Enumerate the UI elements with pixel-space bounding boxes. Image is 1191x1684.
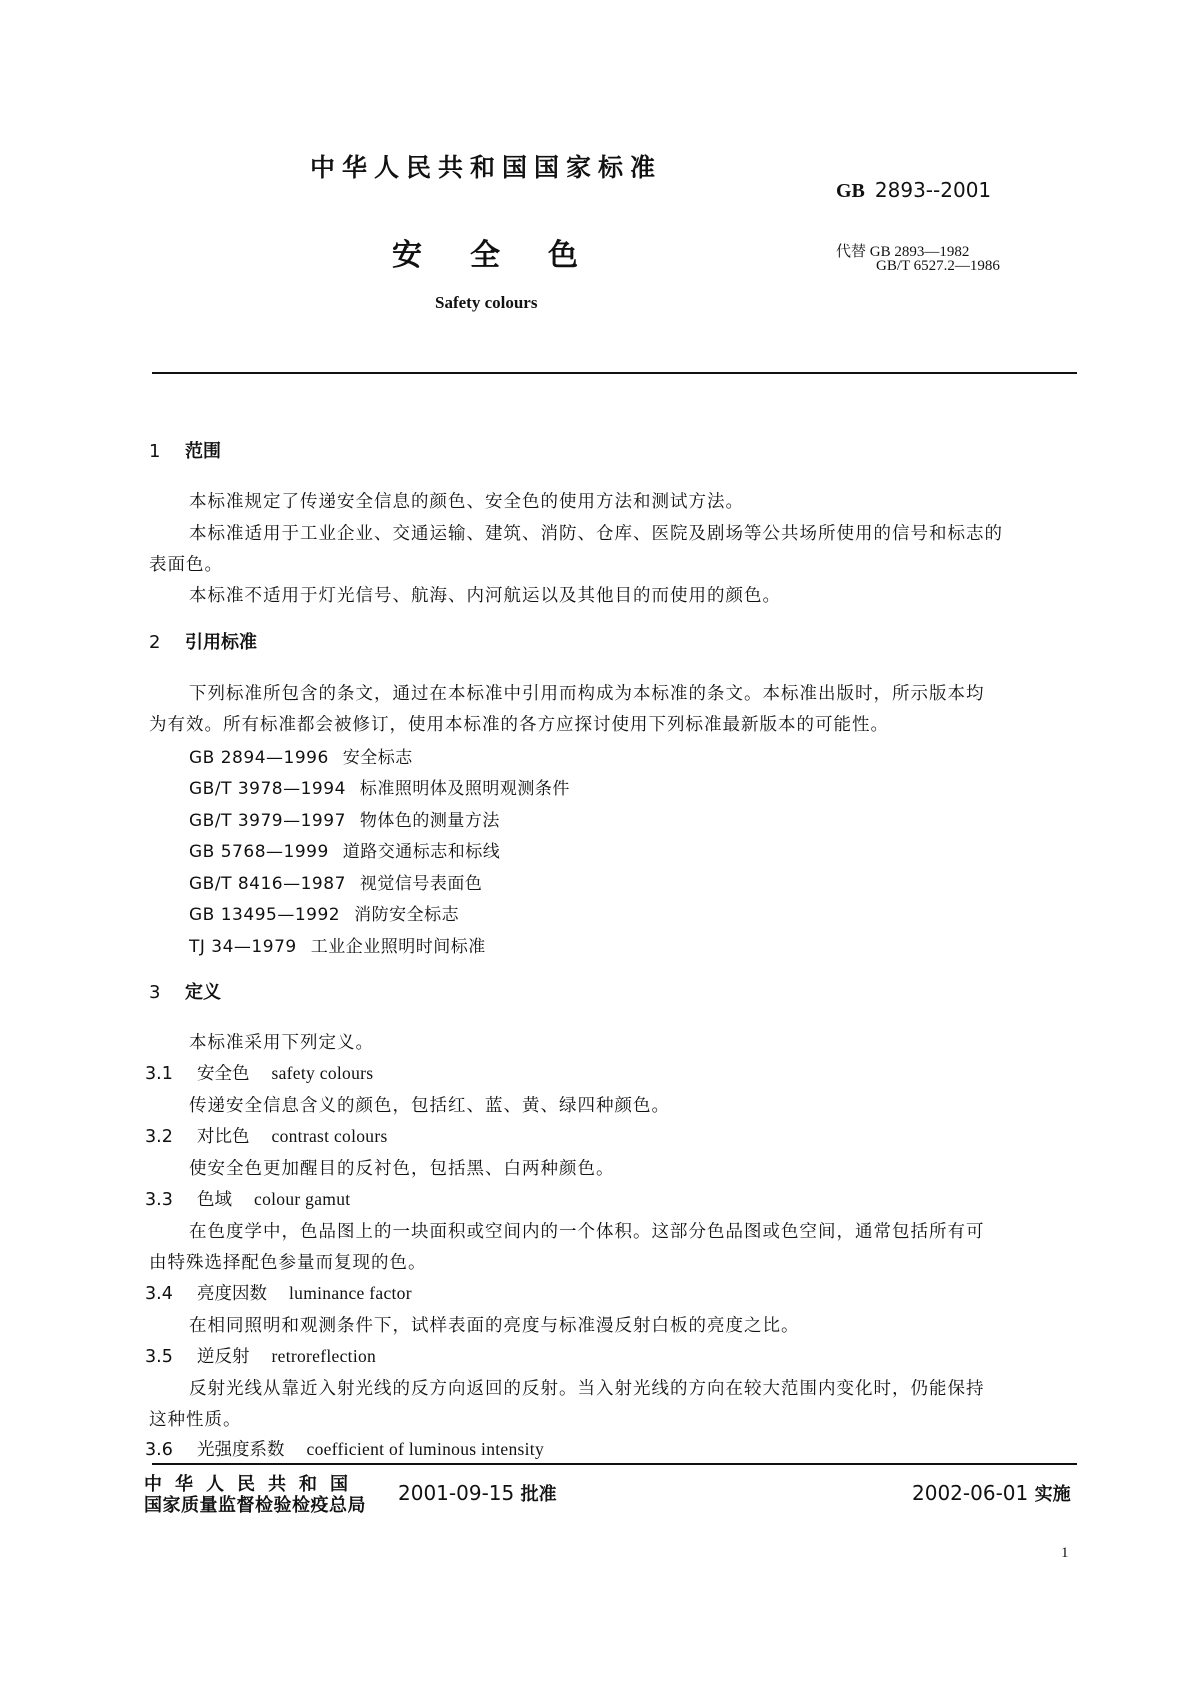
section-1-heading: 1 范围 [149,441,221,462]
section-2-para-1a: 下列标准所包含的条文，通过在本标准中引用而构成为本标准的条文。本标准出版时，所示版本均 [189,684,985,704]
document-subtitle: Safety colours [435,293,538,312]
reference-item: GB/T 3978—1994 标准照明体及照明观测条件 [189,779,570,799]
header-divider [152,372,1077,374]
section-2-para-1b: 为有效。所有标准都会被修订，使用本标准的各方应探讨使用下列标准最新版本的可能性。 [149,715,889,735]
section-1-para-2b: 表面色。 [149,555,223,575]
definition-term: 3.5 逆反射 retroreflection [145,1346,377,1367]
reference-item: GB 5768—1999 道路交通标志和标线 [189,842,501,862]
reference-item: TJ 34—1979 工业企业照明时间标准 [189,937,486,957]
reference-item: GB 13495—1992 消防安全标志 [189,905,460,925]
section-1-para-3: 本标准不适用于灯光信号、航海、内河航运以及其他目的而使用的颜色。 [189,586,781,606]
section-3-heading: 3 定义 [149,982,221,1003]
definition-text: 由特殊选择配色参量而复现的色。 [149,1253,427,1273]
gb-prefix: GB [836,180,865,202]
reference-item: GB/T 8416—1987 视觉信号表面色 [189,874,483,894]
standard-type-heading: 中华人民共和国国家标准 [310,153,663,182]
definition-text: 这种性质。 [149,1410,242,1430]
replaces-line-2: GB/T 6527.2—1986 [876,258,1000,274]
page-number: 1 [1061,1545,1069,1561]
issuing-org-line-1: 中华人民共和国 [144,1474,361,1495]
section-2-heading: 2 引用标准 [149,632,257,653]
definition-term: 3.4 亮度因数 luminance factor [145,1283,412,1304]
effective-date: 2002-06-01 实施 [912,1481,1071,1505]
approval-date: 2001-09-15 批准 [398,1481,557,1505]
footer-divider [152,1463,1077,1465]
definition-term: 3.6 光强度系数 coefficient of luminous intensity [145,1439,545,1460]
reference-item: GB 2894—1996 安全标志 [189,748,413,768]
replaces-line-1: 代替 GB 2893—1982 [836,244,970,260]
definition-term: 3.3 色域 colour gamut [145,1189,351,1210]
section-3-intro: 本标准采用下列定义。 [189,1033,374,1053]
definition-term: 3.2 对比色 contrast colours [145,1126,388,1147]
definition-text: 传递安全信息含义的颜色，包括红、蓝、黄、绿四种颜色。 [189,1096,670,1116]
definition-term: 3.1 安全色 safety colours [145,1063,374,1084]
definition-text: 使安全色更加醒目的反衬色，包括黑、白两种颜色。 [189,1159,615,1179]
definition-text: 在色度学中，色品图上的一块面积或空间内的一个体积。这部分色品图或色空间，通常包括所有可 [189,1222,985,1242]
gb-number: 2893--2001 [874,178,992,202]
section-1-para-2a: 本标准适用于工业企业、交通运输、建筑、消防、仓库、医院及剧场等公共场所使用的信号和标志的 [189,524,1003,544]
reference-item: GB/T 3979—1997 物体色的测量方法 [189,811,500,831]
definition-text: 反射光线从靠近入射光线的反方向返回的反射。当入射光线的方向在较大范围内变化时，仍能保持 [189,1379,985,1399]
definition-text: 在相同照明和观测条件下，试样表面的亮度与标准漫反射白板的亮度之比。 [189,1316,800,1336]
document-title: 安全色 [392,238,626,273]
standard-code [836,178,991,203]
section-1-para-1: 本标准规定了传递安全信息的颜色、安全色的使用方法和测试方法。 [189,492,744,512]
issuing-org-line-2: 国家质量监督检验检疫总局 [144,1495,366,1516]
